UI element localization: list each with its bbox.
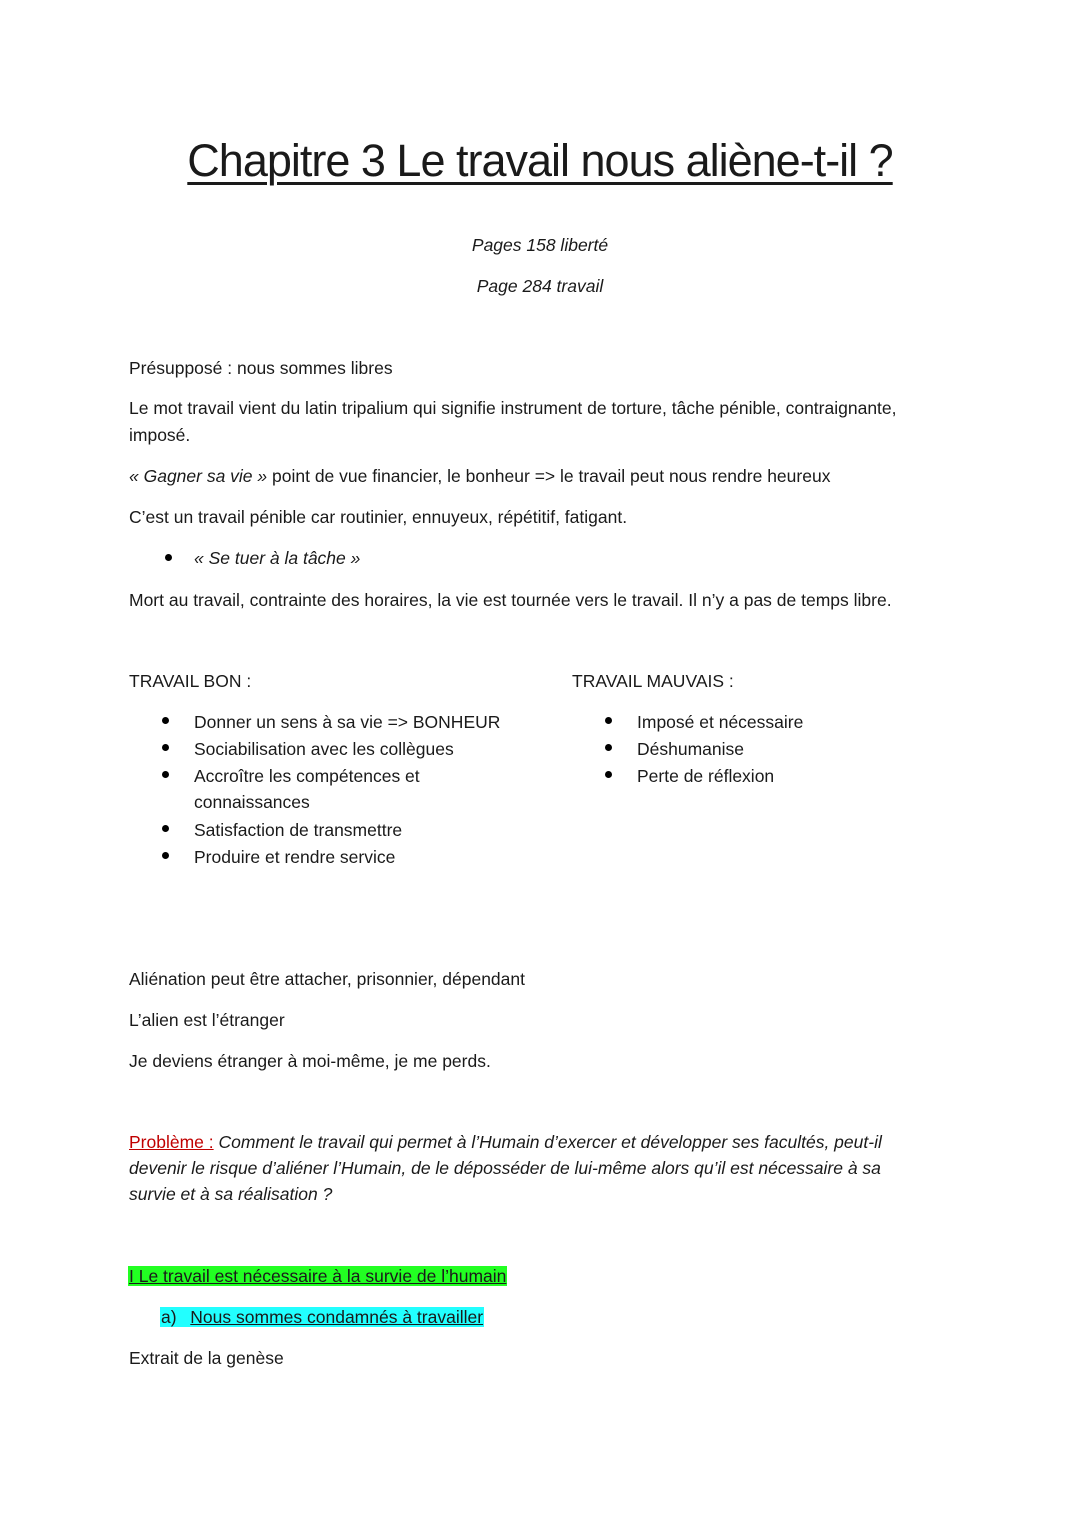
subsection-a-title: Nous sommes condamnés à travailler bbox=[190, 1307, 484, 1327]
etranger-line: Je deviens étranger à moi-même, je me perds. bbox=[129, 1051, 491, 1071]
se-tuer-quote: « Se tuer à la tâche » bbox=[194, 548, 361, 568]
gagner-quote: « Gagner sa vie » bbox=[129, 466, 268, 486]
mauvais-item: Imposé et nécessaire bbox=[637, 712, 804, 732]
section-1-heading bbox=[128, 1263, 507, 1289]
gagner-sa-vie-line bbox=[129, 463, 830, 489]
probleme-label: Problème : bbox=[129, 1132, 214, 1152]
section-1-title: I Le travail est nécessaire à la survie de l’humain bbox=[129, 1266, 507, 1286]
mauvais-item: Perte de réflexion bbox=[637, 766, 775, 786]
mauvais-item: Déshumanise bbox=[637, 739, 744, 759]
probleme-line-1 bbox=[129, 1129, 882, 1155]
alienation-line: Aliénation peut être attacher, prisonnier, dépendant bbox=[129, 969, 525, 989]
presuppose-line: Présupposé : nous sommes libres bbox=[129, 358, 393, 378]
subsection-a-marker: a) bbox=[161, 1307, 177, 1327]
bon-item-continuation: connaissances bbox=[194, 792, 310, 812]
probleme-text-1: Comment le travail qui permet à l’Humain d’exercer et développer ses facultés, peut-il bbox=[213, 1132, 882, 1152]
penible-line: C’est un travail pénible car routinier, ennuyeux, répétitif, fatigant. bbox=[129, 507, 628, 527]
reference-pages-liberte: Pages 158 liberté bbox=[471, 235, 609, 255]
etymology-line-1: Le mot travail vient du latin tripalium qui signifie instrument de torture, tâche pénible, contraignante, bbox=[129, 398, 897, 418]
bullet-icon bbox=[162, 744, 169, 751]
probleme-line-3: survie et à sa réalisation ? bbox=[129, 1184, 333, 1204]
bullet-icon bbox=[605, 717, 612, 724]
bon-item: Donner un sens à sa vie => BONHEUR bbox=[194, 712, 501, 732]
extrait-line: Extrait de la genèse bbox=[129, 1348, 284, 1368]
bullet-icon bbox=[162, 771, 169, 778]
bon-item: Satisfaction de transmettre bbox=[194, 820, 403, 840]
bullet-icon bbox=[162, 825, 169, 832]
bullet-icon bbox=[162, 852, 169, 859]
bon-item: Sociabilisation avec les collègues bbox=[194, 739, 454, 759]
etymology-line-2: imposé. bbox=[129, 425, 191, 445]
alien-line: L’alien est l’étranger bbox=[129, 1010, 285, 1030]
bullet-icon bbox=[605, 771, 612, 778]
page-title: Chapitre 3 Le travail nous aliène-t-il ? bbox=[187, 135, 893, 186]
probleme-line-2: devenir le risque d’aliéner l’Humain, de le déposséder de lui-même alors qu’il est nécessaire à sa bbox=[129, 1158, 881, 1178]
bullet-icon bbox=[605, 744, 612, 751]
mort-line: Mort au travail, contrainte des horaires, la vie est tournée vers le travail. Il n’y a pas de temps libre. bbox=[129, 590, 892, 610]
bullet-icon bbox=[165, 554, 172, 561]
travail-mauvais-heading: TRAVAIL MAUVAIS : bbox=[572, 671, 734, 691]
subsection-a-heading bbox=[160, 1304, 484, 1330]
gagner-rest: point de vue financier, le bonheur => le travail peut nous rendre heureux bbox=[267, 466, 831, 486]
bon-item: Produire et rendre service bbox=[194, 847, 396, 867]
bullet-icon bbox=[162, 717, 169, 724]
travail-bon-heading: TRAVAIL BON : bbox=[129, 671, 252, 691]
bon-item: Accroître les compétences et bbox=[194, 766, 420, 786]
reference-page-travail: Page 284 travail bbox=[476, 276, 604, 296]
